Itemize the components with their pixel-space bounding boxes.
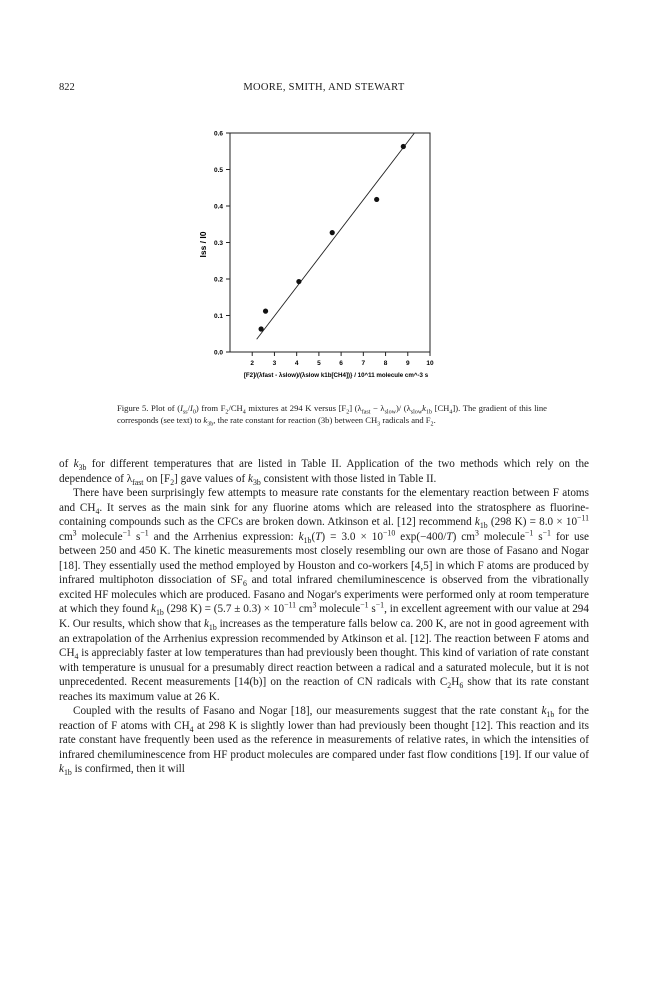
- x-axis-label: [F2]/(λfast - λslow)/(λslow k1b[CH4])} / 10^11 molecule cm^-3 s: [243, 372, 429, 379]
- data-points: [259, 144, 406, 332]
- y-tick-label: 0.0: [213, 349, 223, 357]
- y-tick-label: 0.4: [213, 203, 223, 211]
- paragraph-1: of $k_{3b}$ for different temperatures that are listed in Table II. Application of the two methods which rely on the dependence of $\lambda_{fast}$ on $[F_2]$ gave values of $k_{3b}$ consistent with those listed in Table II.: [59, 458, 589, 487]
- fit-line: [257, 133, 415, 339]
- x-tick-label: 7: [361, 360, 366, 367]
- x-tick-label: 3: [272, 360, 277, 367]
- data-point: [296, 279, 301, 284]
- y-tick-label: 0.6: [213, 130, 223, 138]
- y-axis-ticks: [214, 131, 230, 357]
- data-point: [401, 144, 406, 149]
- x-tick-label: 2: [250, 360, 255, 367]
- data-point: [259, 326, 264, 331]
- x-tick-label: 5: [317, 360, 321, 367]
- y-tick-label: 0.5: [213, 167, 223, 174]
- data-point: [374, 197, 379, 202]
- running-title: MOORE, SMITH, AND STEWART: [243, 82, 405, 93]
- y-tick-label: 0.3: [213, 240, 223, 247]
- figure-caption: Figure 5. Plot of $(I_{ss}/I_0)$ from $F_2/CH_4$ mixtures at 294 K versus $[F_2] (\lambda_{fast} - \lambda_{slow})/$ ($\lambda_{slow}k_{1b}$ $[CH_4]$). The gradient of this line corresponds (see text) to $k_{3b}$, the rate constant for reaction (3b) between $CH_3$ radicals and $F_2$.: [117, 403, 547, 428]
- x-tick-label: 8: [383, 360, 388, 367]
- x-tick-label: 4: [294, 360, 299, 367]
- page-number: 822: [59, 82, 75, 93]
- body-text: [59, 457, 589, 777]
- y-tick-label: 0.1: [213, 313, 223, 320]
- x-tick-label: 6: [339, 360, 343, 367]
- y-axis-label: Iss / I0: [198, 231, 208, 258]
- plot-axes: [230, 133, 430, 352]
- data-point: [263, 309, 268, 314]
- paragraph-2: There have been surprisingly few attempts to measure rate constants for the elementary reaction between F atoms and $CH_4$. It serves as the main sink for any fluorine atoms which are released into the stratosphere as fluorine-containing compounds such as the CFCs are broken down. Atkinson et al. [12] recommend $k_{1b}$ (298 $K) = 8.0 \times 10^{-11}$ $cm^3$ molecule$^{-1}$ $s^{-1}$ and the Arrhenius expression: $k_{1b}(T) = 3.0 \times 10^{-10}$ exp(−400/T) $cm^3$ molecule$^{-1}$ $s^{-1}$ for use between 250 and 450 K. The kinetic measurements most closely resembling our own are those of Fasano and Nogar [18]. They essentially used the method employed by Houston and co-workers [4,5] in which F atoms are produced by infrared multiphoton dissociation of $SF_6$ and total infrared chemiluminescence is observed from the vibrationally excited HF molecules which are produced. Fasano and Nogar's experiments were performed only at room temperature at which they found $k_{1b}$ (298 $K) = (5.7 \pm 0.3) \times 10^{-11}$ $cm^3$ molecule$^{-1}$ $s^{-1}$, in excellent agreement with our value at 294 K. Our results, which show that $k_{1b}$ increases as the temperature falls below ca. 200 K, are not in good agreement with an extrapolation of the Arrhenius expression recommended by Atkinson et al. [12]. The reaction between F atoms and $CH_4$ is appreciably faster at low temperatures than had previously been thought. This kind of variation of rate constant with temperature is unusual for a presumably direct reaction between a radical and a saturated molecule, but it is not unprecedented. Recent measurements [14(b)] on the reaction of CN radicals with $C_2H_6$ show that its rate constant reaches its maximum value at 26 K.: [59, 487, 590, 703]
- y-tick-label: 0.2: [213, 276, 223, 284]
- data-point: [330, 230, 335, 235]
- x-tick-label: 9: [405, 360, 410, 367]
- x-axis-ticks: [250, 352, 434, 367]
- plot-frame: [230, 133, 430, 352]
- figure-5-plot: [0, 0, 648, 400]
- paragraph-3: Coupled with the results of Fasano and Nogar [18], our measurements suggest that the rate constant $k_{1b}$ for the reaction of F atoms with $CH_4$ at 298 K is slightly lower than had previously been thought [12]. This reaction and its rate constant have frequently been used as the reference in measurements of relative rates, in which the intensities of infrared chemiluminescence from HF product molecules are compared under fast flow conditions [19]. If our value of $k_{1b}$ is confirmed, then it will: [59, 705, 589, 778]
- x-tick-label: 10: [426, 360, 434, 367]
- regression-line: [257, 133, 415, 339]
